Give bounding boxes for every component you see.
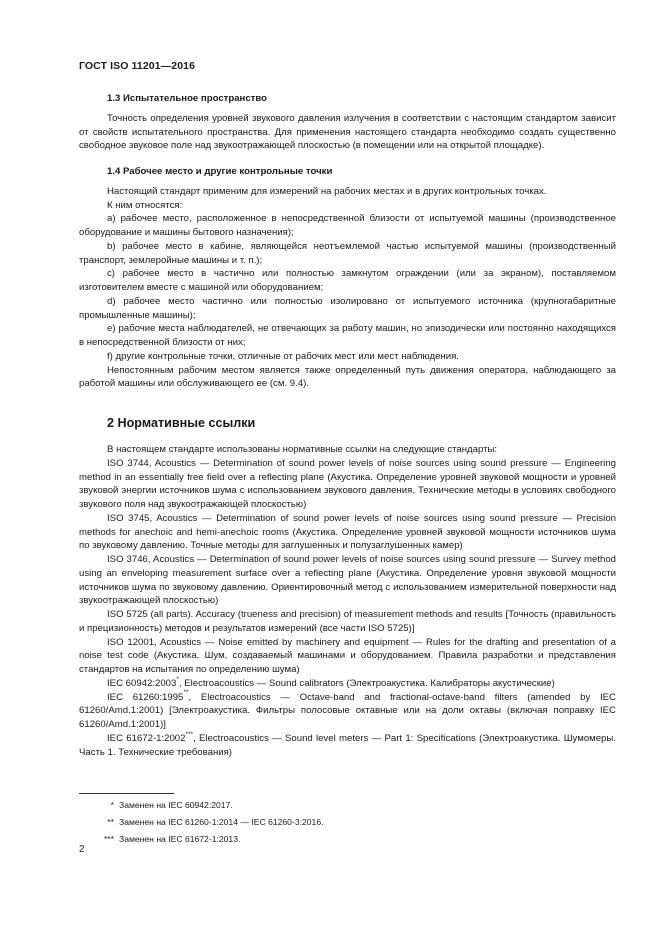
list-item-a: a) рабочее место, расположенное в непосредственной близости от испытуемой машины (производственное оборудование и машины бытового назначения); xyxy=(79,213,616,238)
reference-iec-60942 xyxy=(79,677,616,691)
footnotes xyxy=(79,797,324,848)
footnote-marker: *** xyxy=(185,730,194,738)
page-number: 2 xyxy=(79,844,85,855)
reference-iec-61672 xyxy=(79,732,616,760)
subsection-1-4-title: 1.4 Рабочее место и другие контрольные точки xyxy=(107,166,333,177)
footnote-mark: *** xyxy=(103,834,114,844)
paragraph: Непостоянным рабочим местом является также определенный путь движения оператора, наблюдающего за работой машины или обслуживающего ее (см. 9.4). xyxy=(79,364,616,390)
list-item-b: b) рабочее место в кабине, являющейся неотъемлемой частью испытуемой машины (производственный транспорт, землеройные машины и т. п.); xyxy=(79,240,616,266)
reference-text: , Electroacoustics — Sound level meters — Part 1: Specifications (Электроакустика. Шумомеры. Часть 1. Технические требования) xyxy=(79,732,616,758)
reference-iso-3746: ISO 3746, Acoustics — Determination of sound power levels of noise sources using sound pressure — Survey method using an enveloping measurement surface over a reflecting plane (Акустика. Определение уровня звуковой мощности источников шума по звуковому давлению. Ориентировочный метод с использованием измерительной поверхности над звукоотражающей плоскостью) xyxy=(79,554,616,607)
footnote-text: Заменен на IEC 61260-1:2014 — IEC 61260-3:2016. xyxy=(119,817,324,827)
reference-iec-61260 xyxy=(79,691,616,732)
footnote-mark: ** xyxy=(107,817,114,827)
footnote-mark: * xyxy=(110,800,114,810)
paragraph: К ним относятся: xyxy=(107,199,183,211)
reference-iso-3744: ISO 3744, Acoustics — Determination of sound power levels of noise sources using sound pressure — Engineering method in an essentially free field over a reflecting plane (Акустика. Определение уровней звуковой мощности и уровней звуковой энергии источников шума с использованием звукового давления. Технические методы в условиях свободного звукового поля над звукоотражающей плоскостью) xyxy=(79,457,616,510)
reference-iso-3745: ISO 3745, Acoustics — Determination of sound power levels of noise sources using sound pressure — Precision methods for anechoic and hemi-anechoic rooms (Акустика. Определение уровней звуковой мощности источников шума по звуковому давлению. Точные методы для заглушенных и полузаглушенных камер) xyxy=(79,512,616,552)
reference-code: IEC 61672-1:2002 xyxy=(107,732,186,744)
paragraph: Настоящий стандарт применим для измерений на рабочих местах и в других контрольных точках. xyxy=(107,185,547,197)
paragraph: Точность определения уровней звукового давления излучения в соответствии с настоящим стандартом зависит от свойств испытательного пространства. Для применения настоящего стандарта необходимо создать существенно свободное звуковое поле над звукоотражающей плоскостью (в помещении или на открытой площадке). xyxy=(79,112,616,152)
paragraph: В настоящем стандарте использованы нормативные ссылки на следующие стандарты: xyxy=(107,444,498,455)
list-item-c: c) рабочее место в частично или полностью замкнутом ограждении (или за экраном), поставляемом изготовителем вместе с машиной или оборудованием; xyxy=(79,268,616,293)
reference-iso-12001: ISO 12001, Acoustics — Noise emitted by machinery and equipment — Rules for the drafting and presentation of a noise test code (Акустика. Шум, создаваемый машинами и оборудованием. Правила разработки и представления стандартов на испытания по определению шума) xyxy=(79,636,616,675)
section-2-title: 2 Нормативные ссылки xyxy=(107,416,256,430)
footnote-marker: * xyxy=(176,675,179,683)
footnote xyxy=(79,797,324,814)
reference-text: , Electroacoustics — Octave-band and fractional-octave-band filters (amended by IEC 61260/Amd.1:2001) [Электроакустика. Фильтры полосовые октавные или на доли октавы (включая поправку IEC 61260/Amd.1:2001)] xyxy=(79,691,616,730)
reference-iso-5725: ISO 5725 (all parts). Accuracy (trueness and precision) of measurement methods and results [Точность (правильность и прецизионность) методов и результатов измерений (все части ISO 5725)] xyxy=(79,609,616,634)
reference-code: IEC 60942:2003 xyxy=(107,677,177,689)
list-item-e: e) рабочие места наблюдателей, не отвечающих за работу машин, но эпизодически или постоянно находящихся в непосредственной близости от них; xyxy=(79,323,616,348)
reference-code: IEC 61260:1995 xyxy=(107,691,184,703)
footnote xyxy=(79,831,324,848)
footnote-text: Заменен на IEC 60942:2017. xyxy=(119,800,233,810)
reference-text: , Electroacoustics — Sound calibrators (Электроакустика. Калибраторы акустические) xyxy=(178,677,555,689)
footnote-text: Заменен на IEC 61672-1:2013. xyxy=(119,834,241,844)
footnote xyxy=(79,814,324,831)
footnote-marker: ** xyxy=(183,689,189,697)
footnote-divider xyxy=(79,793,174,794)
list-item-f: f) другие контрольные точки, отличные от рабочих мест или мест наблюдения. xyxy=(107,350,459,362)
document-body xyxy=(79,92,616,759)
document-header: ГОСТ ISO 11201—2016 xyxy=(79,60,196,72)
list-item-d: d) рабочее место частично или полностью изолировано от испытуемого источника (крупногабаритные промышленные машины); xyxy=(79,295,616,321)
subsection-1-3-title: 1.3 Испытательное пространство xyxy=(107,93,268,104)
